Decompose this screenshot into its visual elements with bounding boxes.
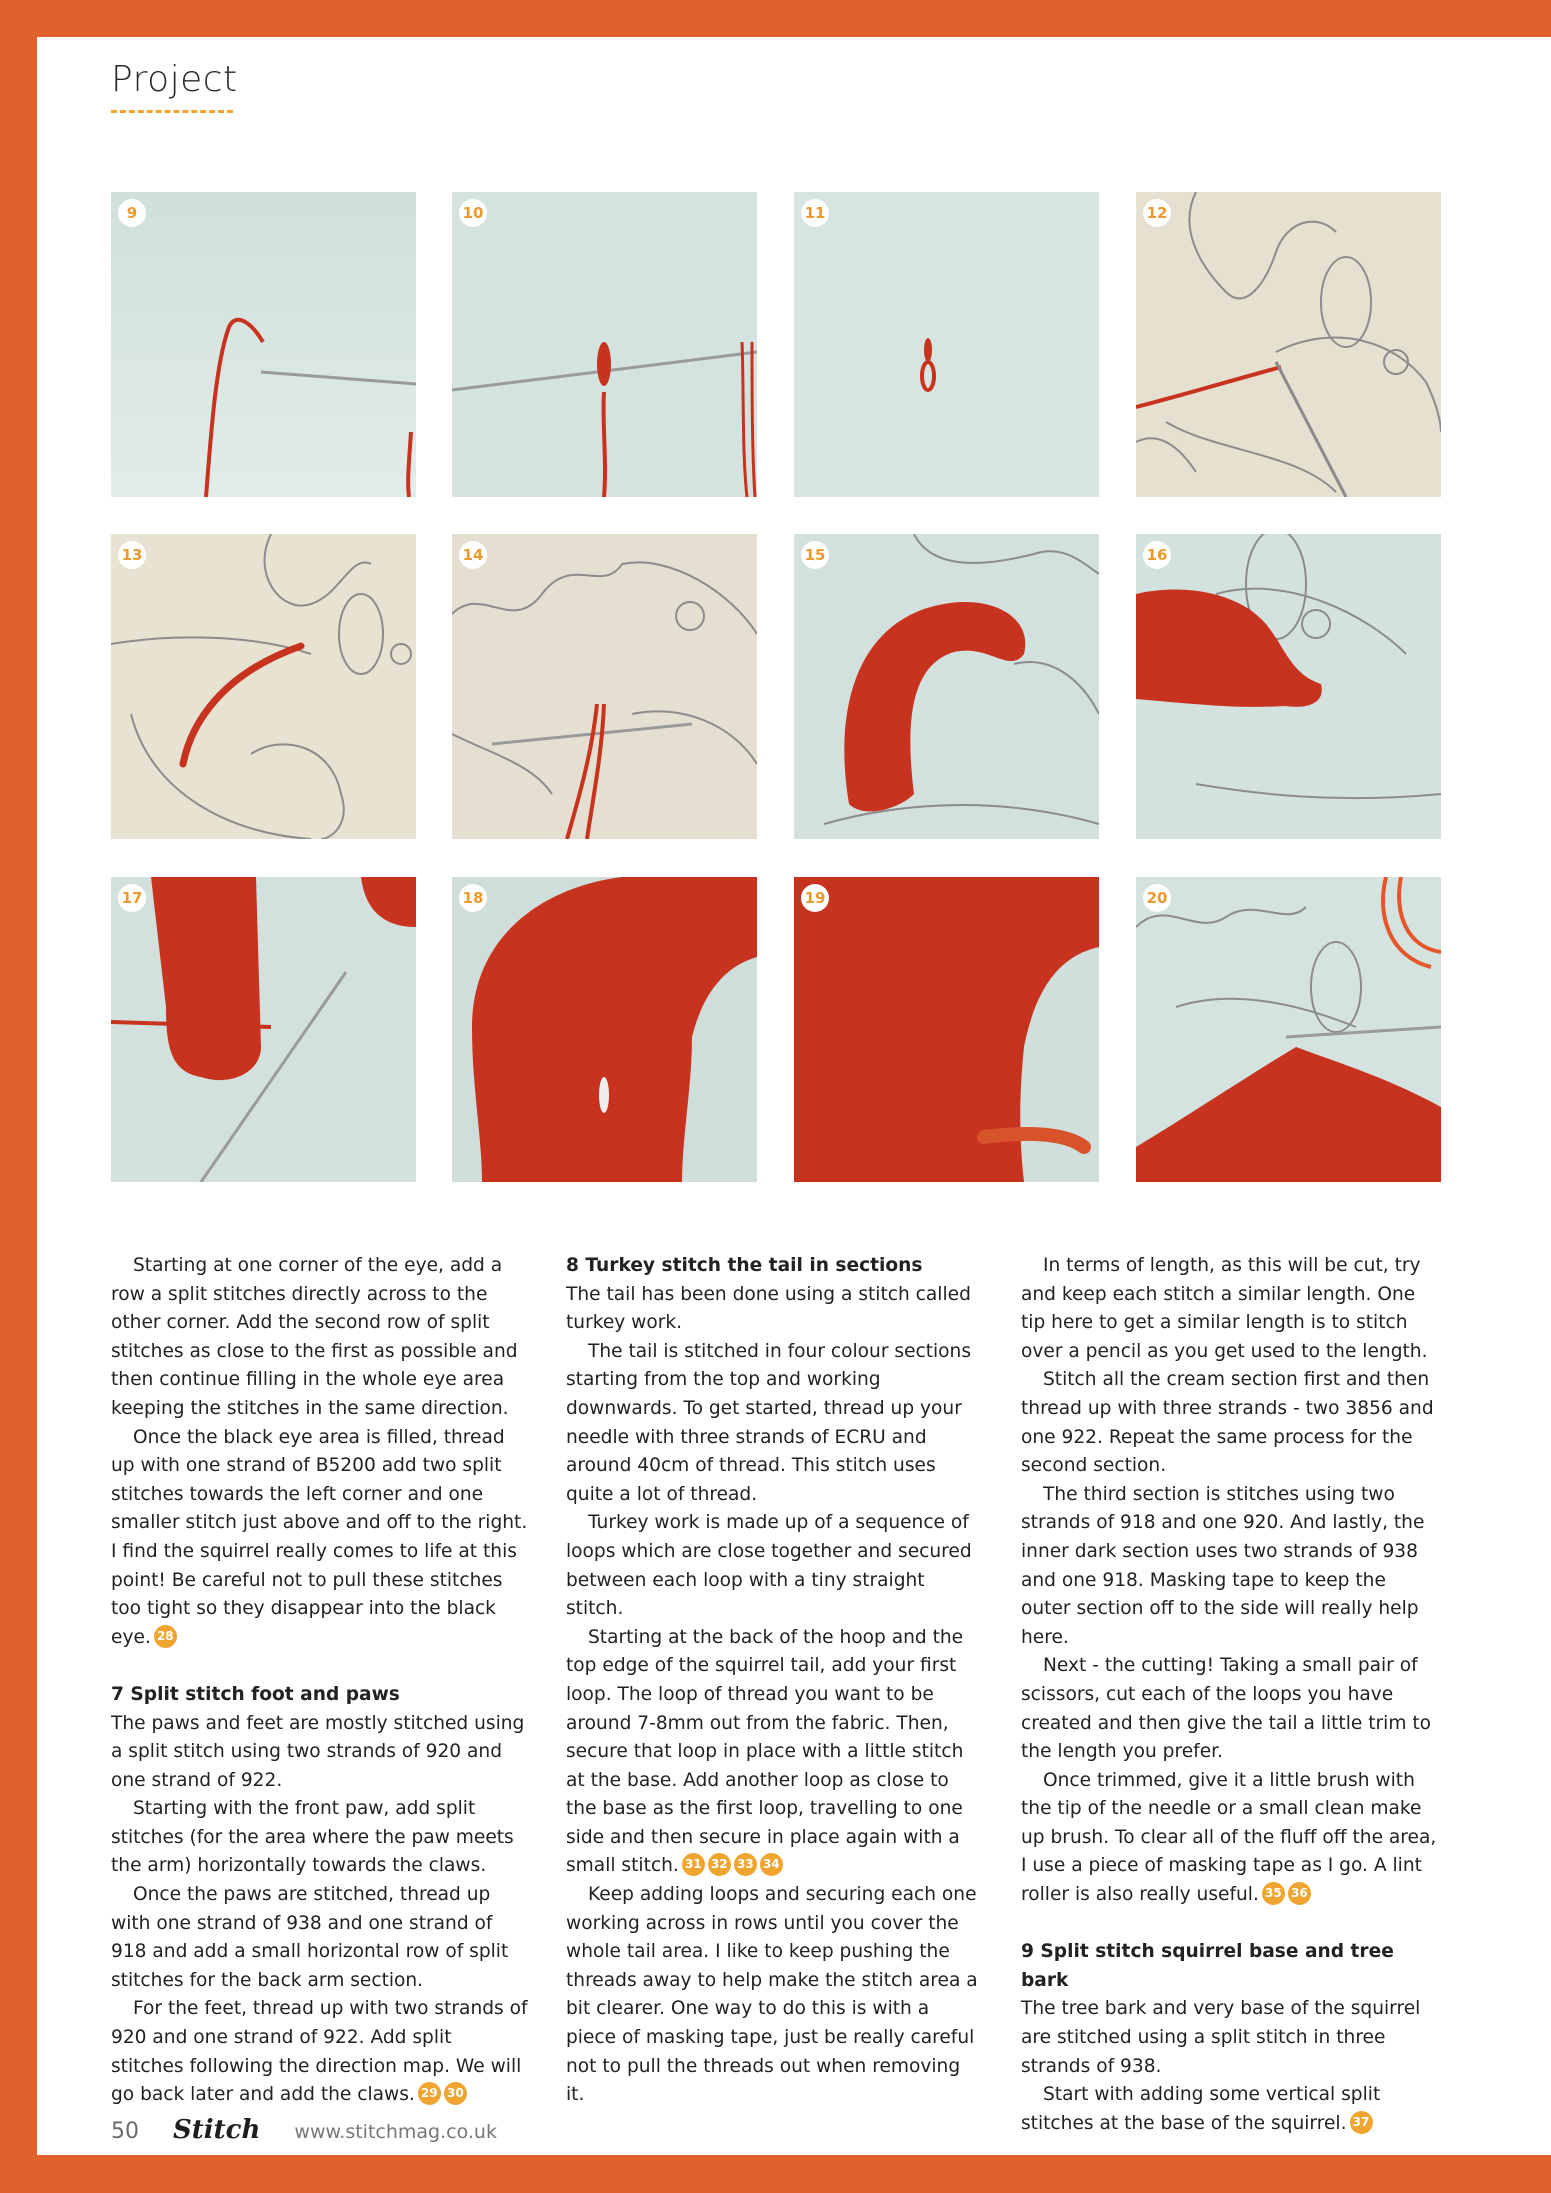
page-footer [111, 2115, 497, 2145]
paragraph: The paws and feet are mostly stitched using a split stitch using two strands of 920 and one strand of 922. [111, 1712, 525, 1791]
paragraph: Starting at the back of the hoop and the top edge of the squirrel tail, add your first loop. The loop of thread you want to be around 7-8mm out from the fabric. Then, secure that loop in place with a little stitch at the base. Add another loop as close to the base as the first loop, travelling to one side and then secure in place again with a small stitch. 31 32 33 34 [566, 1626, 964, 1877]
website-url[interactable]: www.stitchmag.co.uk [294, 2121, 497, 2143]
paragraph: The tail has been done using a stitch called turkey work. [566, 1283, 971, 1334]
text-column-2 [566, 1252, 984, 2110]
step-ref-badge: 31 [682, 1853, 705, 1876]
step-ref-badge: 35 [1262, 1882, 1285, 1905]
page-number: 50 [111, 2119, 139, 2144]
paragraph: Start with adding some vertical split stitches at the base of the squirrel. 37 [1021, 2084, 1381, 2134]
step-photo-15 [794, 534, 1099, 839]
text-column-3 [1021, 1252, 1439, 2138]
step-ref-badge: 34 [760, 1853, 783, 1876]
step-badge: 13 [118, 541, 146, 569]
paragraph: The tree bark and very base of the squirrel are stitched using a split stitch in three strands of 938. [1021, 1998, 1421, 2077]
step-badge: 19 [801, 884, 829, 912]
paragraph: In terms of length, as this will be cut, try and keep each stitch a similar length. One tip here to get a similar length is to stitch over a pencil as you get used to the length. [1021, 1255, 1428, 1362]
step-photo-20 [1136, 877, 1441, 1182]
magazine-logo: Stitch [173, 2115, 261, 2145]
step-photo-11 [794, 192, 1099, 497]
step-photo-16 [1136, 534, 1441, 839]
step-photo-18 [452, 877, 757, 1182]
spacer [1021, 1910, 1439, 1939]
step-ref-badge: 33 [734, 1853, 757, 1876]
magazine-page [37, 37, 1551, 2155]
step-badge: 18 [459, 884, 487, 912]
step-badge: 11 [801, 199, 829, 227]
step-badge: 9 [118, 199, 146, 227]
step-heading: 7 Split stitch foot and paws [111, 1683, 400, 1705]
paragraph: Starting at one corner of the eye, add a row a split stitches directly across to the other corner. Add the second row of split stitches as close to the first as possible and then continue filling in the whole eye area keeping the stitches in the same direction. [111, 1255, 518, 1419]
step-photo-14 [452, 534, 757, 839]
paragraph: Once the paws are stitched, thread up with one strand of 938 and one strand of 918 and add a small horizontal row of split stitches for the back arm section. [111, 1884, 509, 1991]
step-photo-9 [111, 192, 416, 497]
paragraph: Starting with the front paw, add split stitches (for the area where the paw meets the arm) horizontally towards the claws. [111, 1798, 514, 1877]
text-column-1 [111, 1252, 529, 2110]
step-badge: 12 [1143, 199, 1171, 227]
step-photo-10 [452, 192, 757, 497]
section-label: Project [111, 59, 238, 100]
step-ref-badge: 37 [1350, 2111, 1373, 2134]
paragraph: The tail is stitched in four colour sections starting from the top and working downwards. To get started, thread up your needle with three strands of ECRU and around 40cm of thread. This stitch uses quite a lot of thread. [566, 1340, 972, 1505]
step-badge: 10 [459, 199, 487, 227]
step-badge: 17 [118, 884, 146, 912]
paragraph: Next - the cutting! Taking a small pair of scissors, cut each of the loops you have created and then give the tail a little trim to the length you prefer. [1021, 1655, 1432, 1763]
section-underline [111, 110, 233, 113]
paragraph: Turkey work is made up of a sequence of loops which are close together and secured between each loop with a tiny straight stitch. [566, 1512, 972, 1620]
step-photo-19 [794, 877, 1099, 1182]
paragraph: Keep adding loops and securing each one working across in rows until you cover the whole tail area. I like to keep pushing the threads away to help make the stitch area a bit clearer. One way to do this is with a piece of masking tape, just be really careful not to pull the threads out when removing it. [566, 1884, 978, 2106]
paragraph: Stitch all the cream section first and then thread up with three strands - two 3856 and one 922. Repeat the same process for the second section. [1021, 1369, 1434, 1477]
step-photo-12 [1136, 192, 1441, 497]
spacer [111, 1652, 529, 1681]
step-photo-17 [111, 877, 416, 1182]
step-ref-badge: 32 [708, 1853, 731, 1876]
step-heading: 9 Split stitch squirrel base and tree bark [1021, 1941, 1394, 1991]
step-badge: 15 [801, 541, 829, 569]
step-ref-badge: 28 [154, 1625, 177, 1648]
paragraph: Once the black eye area is filled, thread up with one strand of B5200 add two split stitches towards the left corner and one smaller stitch just above and off to the right. I find the squirrel really comes to life at this point! Be careful not to pull these stitches too tight so they disappear into the black eye. 28 [111, 1426, 528, 1648]
paragraph: For the feet, thread up with two strands of 920 and one strand of 922. Add split stitches following the direction map. We will go back later and add the claws. 29 30 [111, 1998, 528, 2106]
step-heading: 8 Turkey stitch the tail in sections [566, 1255, 923, 1276]
step-badge: 16 [1143, 541, 1171, 569]
step-photo-13 [111, 534, 416, 839]
paragraph: Once trimmed, give it a little brush with the tip of the needle or a small clean make up brush. To clear all of the fluff off the area, I use a piece of masking tape as I go. A lint roller is also really useful. 35 36 [1021, 1769, 1437, 1906]
step-badge: 20 [1143, 884, 1171, 912]
step-ref-badge: 36 [1288, 1882, 1311, 1905]
step-badge: 14 [459, 541, 487, 569]
step-ref-badge: 29 [418, 2082, 441, 2105]
paragraph: The third section is stitches using two strands of 918 and one 920. And lastly, the inner dark section uses two strands of 938 and one 918. Masking tape to keep the outer section off to the side will really help here. [1021, 1483, 1425, 1648]
step-ref-badge: 30 [444, 2082, 467, 2105]
